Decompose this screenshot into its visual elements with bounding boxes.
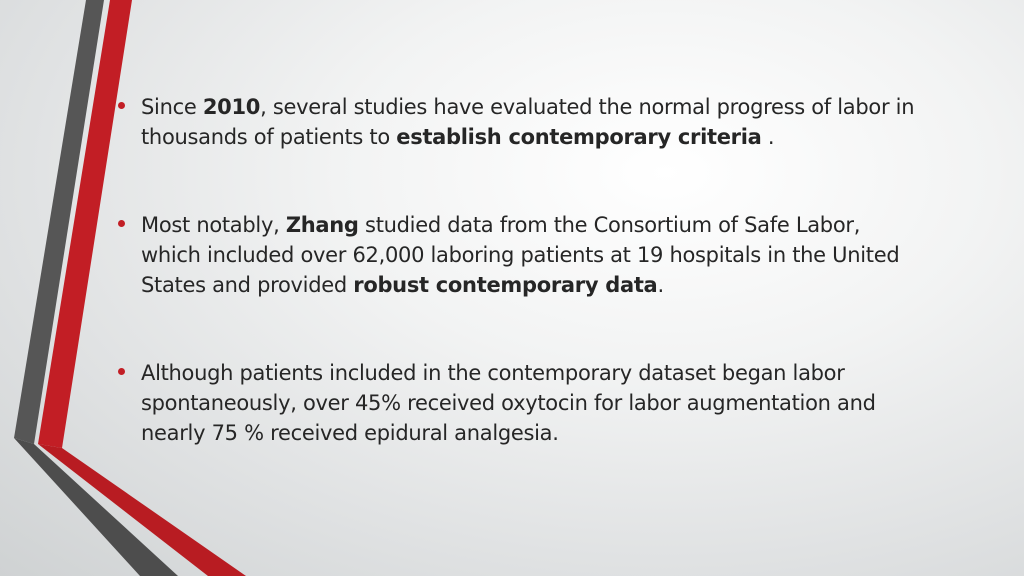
bullet-2-text-mid: studied data from the Consortium of Safe Labor, which included over 62,000 laboring patients at 19 hospitals in the United States and provided bbox=[141, 213, 900, 297]
bullet-3-text: Although patients included in the contemporary dataset began labor spontaneously, over 45% received oxytocin for labor augmentation and nearly 75 % received epidural analgesia. bbox=[141, 361, 876, 445]
bullet-1-text-mid: , several studies have evaluated the normal progress of labor in thousands of patients to bbox=[141, 95, 915, 149]
bullet-item-1 bbox=[116, 92, 916, 152]
bullet-1-bold-year: 2010 bbox=[202, 95, 261, 119]
bullet-1-text-post: . bbox=[761, 125, 775, 149]
bullet-1-text-pre: Since bbox=[141, 95, 203, 119]
bullet-dot-icon bbox=[118, 220, 125, 227]
bullet-dot-icon bbox=[118, 368, 125, 375]
bullet-item-3 bbox=[116, 358, 916, 448]
bullet-2-text-post: . bbox=[657, 273, 664, 297]
bullet-2-bold-name: Zhang bbox=[285, 213, 359, 237]
bullet-2-text-pre: Most notably, bbox=[141, 213, 286, 237]
bullet-1-bold-phrase: establish contemporary criteria bbox=[396, 125, 762, 149]
bullet-dot-icon bbox=[118, 102, 125, 109]
bullet-2-bold-phrase: robust contemporary data bbox=[353, 273, 658, 297]
bullet-list bbox=[116, 92, 916, 448]
gray-stripe-diagonal bbox=[14, 438, 178, 576]
bullet-item-2 bbox=[116, 210, 916, 300]
